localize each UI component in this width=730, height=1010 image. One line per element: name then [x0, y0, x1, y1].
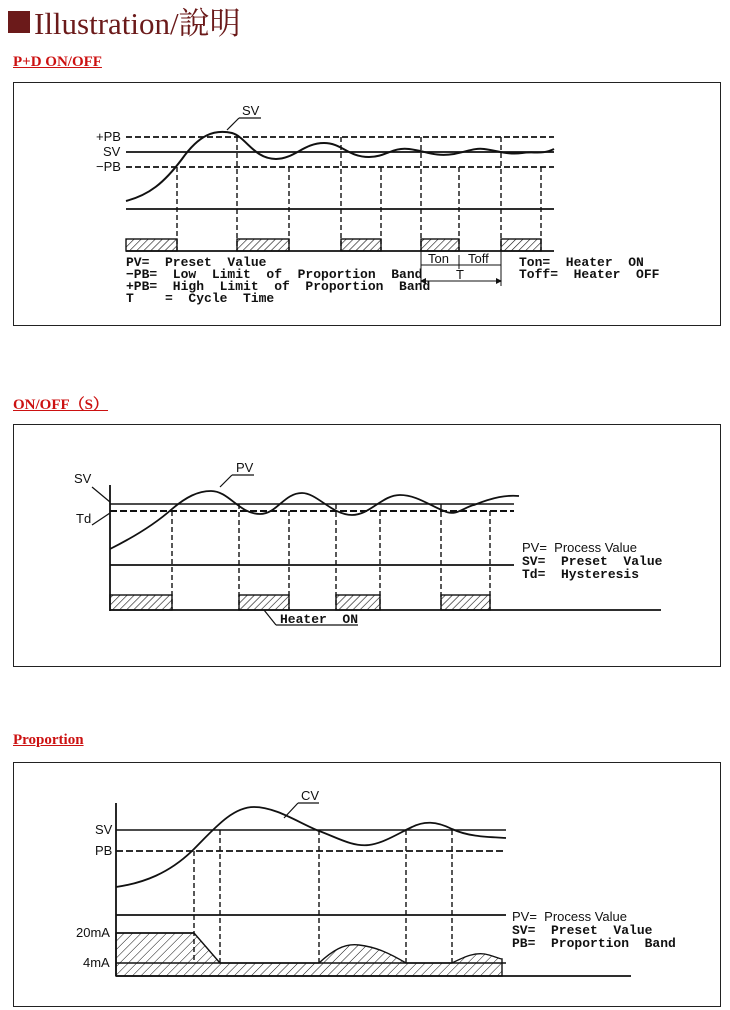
legend-line: SV= Preset Value	[512, 923, 653, 938]
heading-proportion: Proportion	[13, 732, 84, 748]
page-title	[8, 0, 241, 40]
td-label: Td	[76, 511, 92, 526]
heater-on-label: Heater ON	[280, 612, 359, 627]
legend-line: PV= Preset Value	[126, 255, 267, 270]
ton-label: Ton	[428, 251, 449, 266]
sv-label: SV	[95, 822, 113, 837]
band-dashes	[194, 830, 452, 963]
ma20-label: 20mA	[76, 925, 110, 940]
legend-line: −PB= Low Limit of Proportion Band	[126, 267, 423, 282]
ma4-label: 4mA	[83, 955, 110, 970]
cv-label: CV	[301, 788, 320, 803]
diagram-proportion	[14, 763, 720, 1006]
heater-pulses	[126, 239, 541, 251]
legend-line: Td= Hysteresis	[522, 567, 640, 582]
t-label: T	[456, 267, 464, 282]
panel-proportion	[13, 762, 721, 1007]
sv-label: SV	[74, 471, 92, 486]
legend-line: Ton= Heater ON	[519, 255, 644, 270]
diagram-pd-onoff	[14, 83, 720, 325]
page-title-text: Illustration/說明	[34, 5, 241, 41]
onoff-legend	[522, 540, 663, 582]
cycle-dashes	[177, 137, 541, 251]
sv-label: SV	[103, 144, 121, 159]
switch-dashes	[172, 504, 490, 610]
heading-pd-onoff: P+D ON/OFF	[13, 54, 102, 70]
sv-callout-line	[227, 118, 239, 130]
minus-pb-label: −PB	[96, 159, 121, 174]
panel-pd-onoff	[13, 82, 721, 326]
legend-line: PV= Process Value	[512, 909, 628, 924]
title-square-icon	[8, 11, 30, 33]
diagram-onoff	[14, 425, 720, 666]
heater-pulses	[110, 595, 490, 610]
pv-label: PV	[236, 460, 254, 475]
cv-curve	[116, 807, 506, 887]
heading-onoff: ON/OFF（S）	[13, 397, 109, 413]
legend-line: PB= Proportion Band	[512, 936, 676, 951]
toff-label: Toff	[468, 251, 489, 266]
panel-onoff	[13, 424, 721, 667]
proportion-legend	[512, 909, 676, 951]
pb-label: PB	[95, 843, 113, 858]
legend-line: T = Cycle Time	[126, 291, 275, 306]
legend-line: +PB= High Limit of Proportion Band	[126, 279, 431, 294]
legend-line: Toff= Heater OFF	[519, 267, 660, 282]
pd-legend	[126, 255, 660, 306]
plus-pb-label: +PB	[96, 129, 121, 144]
legend-line: SV= Preset Value	[522, 554, 663, 569]
legend-line: PV= Process Value	[522, 540, 638, 555]
sv-callout-label: SV	[242, 103, 260, 118]
output-area	[116, 933, 502, 976]
